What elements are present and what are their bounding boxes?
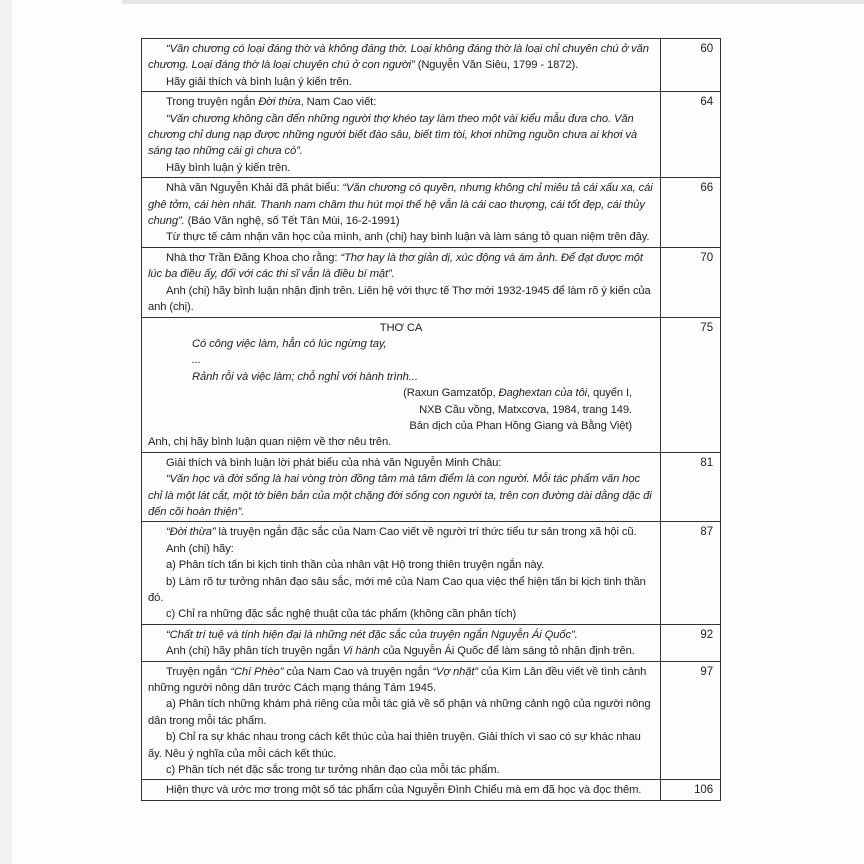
- intro-text: của Kim Lân đều viết về tình cảnh những người nông dân trước Cách mạng tháng Tám 1945.: [148, 665, 647, 695]
- source-text: (Nguyễn Văn Siêu, 1799 - 1872).: [414, 59, 579, 72]
- work-title: “Đời thừa”: [166, 526, 216, 539]
- task-text: Hãy bình luận ý kiến trên.: [166, 161, 291, 174]
- topic-cell: [142, 661, 661, 780]
- topic-cell: [142, 92, 661, 178]
- page-number: 66: [661, 178, 721, 248]
- source-text: (Báo Văn nghệ, số Tết Tân Mùi, 16-2-1991): [184, 215, 400, 228]
- topic-cell: [142, 247, 661, 317]
- citation-text: Bản dịch của Phan Hồng Giang và Bằng Việt): [409, 419, 632, 432]
- intro-text: là truyện ngắn đặc sắc của Nam Cao viết về người trí thức tiểu tư sản trong xã hội cũ.: [215, 526, 637, 539]
- topic-cell: [142, 39, 661, 92]
- intro-text: Nhà văn Nguyễn Khải đã phát biểu:: [166, 182, 343, 195]
- page-number: 70: [661, 247, 721, 317]
- table-row: [142, 247, 721, 317]
- table-row: [142, 39, 721, 92]
- intro-text: Nhà thơ Trần Đăng Khoa cho rằng:: [166, 251, 341, 264]
- intro-text: Truyện ngắn: [166, 665, 231, 678]
- page-number: 92: [661, 624, 721, 661]
- task-item: a) Phân tích những khám phá riêng của mỗi tác giả về số phận và những cảnh ngộ của người nông dân trong mỗi tác phẩm.: [148, 698, 651, 727]
- page-number: 60: [661, 39, 721, 92]
- page-number: 87: [661, 522, 721, 624]
- table-row: [142, 624, 721, 661]
- task-item: c) Phân tích nét đặc sắc trong tư tưởng nhân đạo của mỗi tác phẩm.: [166, 764, 500, 777]
- citation-text: (Raxun Gamzatốp,: [403, 387, 499, 400]
- intro-text: Giải thích và bình luận lời phát biểu của nhà văn Nguyễn Minh Châu:: [166, 456, 502, 469]
- work-title: Đời thừa: [258, 96, 301, 109]
- task-item: a) Phân tích tấn bi kịch tinh thần của nhân vật Hộ trong thiên truyện ngắn này.: [166, 559, 545, 572]
- poem-line: Rảnh rỗi và việc làm; chỗ nghỉ với hành trình...: [192, 370, 418, 383]
- table-row: [142, 92, 721, 178]
- citation-text: , quyển I,: [586, 387, 632, 400]
- quote-text: “Văn học và đời sống là hai vòng tròn đồng tâm mà tâm điểm là con người. Mỗi tác phẩm văn học chỉ là một lát cắt, một tờ biên bản của một chặng đời sống con người ta, trên con đường dài dằng dặc đi đến cõi hoàn thiện”.: [148, 473, 652, 518]
- table-row: [142, 780, 721, 800]
- table-row: [142, 452, 721, 522]
- task-text: Anh, chị hãy bình luận quan niệm về thơ nêu trên.: [148, 436, 392, 449]
- task-item: b) Làm rõ tư tưởng nhân đạo sâu sắc, mới mẻ của Nam Cao qua việc thể hiện tấn bi kịch tinh thần đó.: [148, 575, 646, 604]
- intro-text: Trong truyện ngắn: [166, 96, 259, 109]
- task-text: Anh (chị) hãy phân tích truyện ngắn: [166, 645, 343, 658]
- task-text: Từ thực tế cảm nhận văn học của mình, anh (chị) hay bình luận và làm sáng tỏ quan niệm trên đây.: [166, 231, 650, 244]
- table-row: [142, 178, 721, 248]
- topic-cell: [142, 317, 661, 452]
- quote-text: “Chất trí tuệ và tính hiện đại là những nét đặc sắc của truyện ngắn Nguyễn Ái Quốc”.: [166, 628, 578, 641]
- page-left-edge: [0, 0, 12, 864]
- topic-cell: [142, 522, 661, 624]
- work-title: “Vợ nhặt”: [432, 665, 479, 678]
- page-top-edge: [122, 0, 864, 4]
- topic-cell: [142, 452, 661, 522]
- page-number: 97: [661, 661, 721, 780]
- intro-text: của Nam Cao và truyện ngắn: [283, 665, 433, 678]
- page-number: 106: [661, 780, 721, 800]
- table-row: [142, 317, 721, 452]
- section-heading: THƠ CA: [379, 321, 423, 334]
- task-item: b) Chỉ ra sự khác nhau trong cách kết thúc của hai thiên truyện. Giải thích vì sao có sự khác nhau ấy. Nêu ý nghĩa của mỗi cách kết thúc.: [148, 731, 641, 760]
- task-text: của Nguyễn Ái Quốc để làm sáng tỏ nhận định trên.: [379, 645, 635, 658]
- topic-cell: [142, 178, 661, 248]
- quote-text: “Văn chương có quyền, nhưng không chỉ miêu tả cái xấu xa, cái ghê tởm, cái hèn nhát. Thanh nam châm thu hút mọi thế hệ vẫn là cái cao thượng, cái tốt đẹp, cái thủy chung”.: [148, 182, 653, 228]
- topics-table: [141, 38, 721, 801]
- task-text: Anh (chị) hãy bình luận nhận định trên. Liên hệ với thực tế Thơ mới 1932-1945 để làm rõ ý kiến của anh (chị).: [148, 284, 651, 314]
- page-number: 64: [661, 92, 721, 178]
- citation-text: NXB Cầu vồng, Matxcơva, 1984, trang 149.: [419, 403, 632, 416]
- task-text: Hãy giải thích và bình luận ý kiến trên.: [166, 75, 352, 88]
- page-number: 75: [661, 317, 721, 452]
- work-title: Vi hành: [342, 645, 380, 658]
- page-number: 81: [661, 452, 721, 522]
- task-text: Anh (chị) hãy:: [166, 542, 234, 555]
- poem-line: Có công việc làm, hẳn có lúc ngừng tay,: [192, 337, 387, 350]
- intro-text: , Nam Cao viết:: [300, 96, 377, 109]
- book-title: Đaghextan của tôi: [498, 387, 587, 400]
- topic-cell: [142, 780, 661, 800]
- quote-text: “Văn chương không cần đến những người thợ khéo tay làm theo một vài kiểu mẫu đưa cho. Văn chương chỉ dung nạp được những người biết đào sâu, biết tìm tòi, khơi những nguồn chưa ai khơi và sáng tạo những cái gì chưa có”.: [148, 112, 637, 158]
- topic-cell: [142, 624, 661, 661]
- poem-ellipsis: ...: [192, 354, 202, 367]
- table-row: [142, 522, 721, 624]
- quote-text: “Thơ hay là thơ giản dị, xúc động và ám ảnh. Để đạt được một lúc ba điều ấy, đối với các thi sĩ vẫn là điều bí mật”.: [148, 251, 643, 281]
- quote-text: “Văn chương có loại đáng thờ và không đáng thờ. Loại không đáng thờ là loại chỉ chuyên chú ở văn chương. Loại đáng thờ là loại chuyên chú ở con người”: [148, 43, 649, 72]
- topic-text: Hiện thực và ước mơ trong một số tác phẩm của Nguyễn Đình Chiểu mà em đã học và đọc thêm.: [166, 784, 642, 797]
- task-item: c) Chỉ ra những đặc sắc nghệ thuật của tác phẩm (không cần phân tích): [166, 608, 517, 621]
- table-row: [142, 661, 721, 780]
- work-title: “Chí Phèo”: [230, 665, 284, 678]
